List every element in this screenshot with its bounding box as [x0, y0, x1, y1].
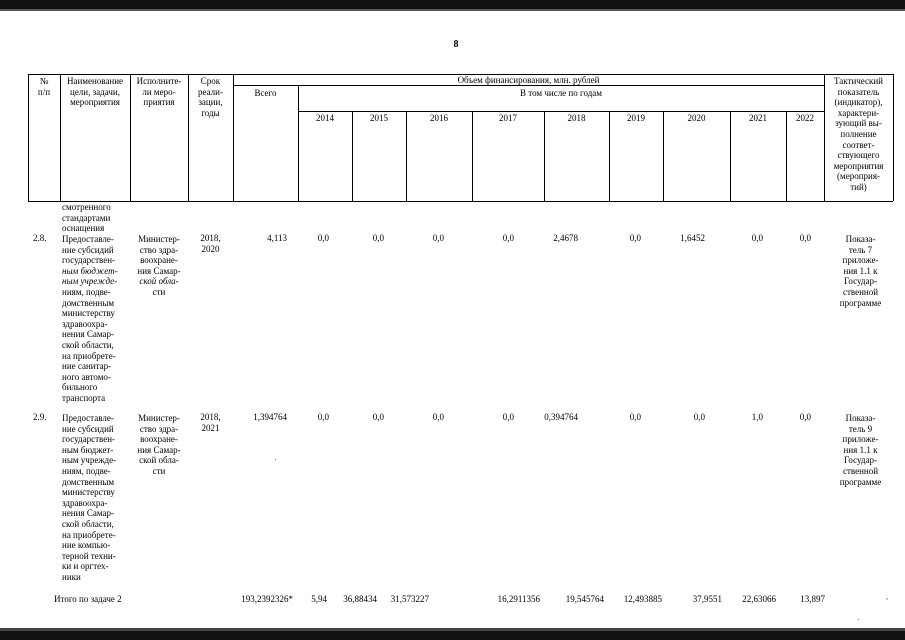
- row-2-9-value-2015: 0,0: [372, 412, 384, 422]
- header-executor-line: Исполните-: [136, 76, 182, 86]
- row-2-9-indicator-line: программе: [839, 476, 882, 487]
- header-name-line: цели, задачи,: [70, 86, 120, 97]
- row-2-8-name-line: домственным: [62, 297, 115, 308]
- row-2-9-value-2020: 0,0: [693, 412, 705, 422]
- header-term-line: годы: [201, 107, 220, 118]
- header-year-2017: 2017: [499, 113, 517, 123]
- header-year-2018: 2018: [567, 113, 586, 123]
- header-num-line: №: [39, 76, 49, 86]
- total-row-dot: ·: [885, 594, 889, 604]
- row-2-9-name-line: ниям, подве-: [62, 466, 111, 476]
- row-2-9-num: 2.9.: [33, 412, 47, 422]
- row-2-9-name-line: ным бюджет-: [62, 444, 114, 455]
- row-2-8-value-2014: 0,0: [317, 233, 329, 243]
- header-name-line: Наименование: [66, 76, 124, 86]
- row-2-9-name-line: домственным: [62, 476, 115, 487]
- total-row-value-2017: 16,2911356: [497, 594, 540, 604]
- column-rule: [730, 112, 731, 201]
- header-term-line: зации,: [198, 97, 223, 108]
- row-2-9-name-line: нения Самар-: [62, 508, 114, 519]
- row-2-9-value-2014: 0,0: [317, 412, 329, 422]
- header-funding: Объем финансирования, млн. рублей: [457, 75, 600, 85]
- header-year-2015: 2015: [370, 113, 388, 123]
- row-2-8-indicator-line: приложе-: [842, 255, 879, 266]
- total-row-value-2021: 22,63066: [742, 594, 776, 604]
- header-year-2019: 2019: [627, 113, 645, 123]
- column-rule: [472, 112, 473, 201]
- row-2-8-name-line: ного автомо-: [62, 371, 111, 382]
- row-2-9-total: 1,394764: [253, 412, 287, 422]
- row-2-9-name-line: на приобрете-: [62, 529, 116, 540]
- header-indicator-line: мероприятия: [833, 160, 884, 171]
- header-indicator-line: показатель: [837, 86, 880, 97]
- row-2-8-indicator-line: тель 7: [848, 244, 873, 255]
- page-number: 8: [453, 39, 459, 50]
- header-total: Всего: [254, 88, 277, 98]
- header-year-2014: 2014: [316, 113, 334, 123]
- row-2-9-name-line: министерству: [62, 487, 115, 498]
- row-2-9-name-line: ным учрежде-: [62, 455, 117, 466]
- row-2-8-executor-line: ской обла-: [139, 276, 179, 287]
- row-2-9-value-2022: 0,0: [799, 412, 811, 422]
- header-indicator-line: соответ-: [842, 139, 875, 150]
- header-term-line: Срок: [200, 76, 221, 86]
- total-row-value-2014: 5,94: [311, 594, 327, 604]
- scan-top-border-shadow: [0, 9, 905, 11]
- row-2-8-name-line: государствен-: [62, 255, 116, 266]
- header-indicator-line: тий): [850, 182, 867, 192]
- row-2-8-executor-line: сти: [152, 287, 166, 297]
- row-2-8-executor-line: воохране-: [140, 255, 178, 266]
- row-2-9-indicator-line: Показа-: [845, 413, 876, 423]
- row-2-8-name-line: ным учрежде-: [62, 276, 118, 287]
- row-2-8-name-line: здравоохра-: [62, 318, 108, 329]
- row-2-9-executor-line: ство здра-: [139, 423, 179, 434]
- row-2-8-name-line: ской области,: [62, 340, 114, 350]
- header-indicator-line: (мероприя-: [837, 171, 880, 182]
- row-2-8-value-2022: 0,0: [799, 233, 811, 243]
- row-2-8-value-2017: 0,0: [502, 233, 514, 243]
- header-year-2022: 2022: [796, 113, 814, 123]
- row-2-9-executor-line: сти: [152, 466, 166, 476]
- row-2-9-name-line: терной техни-: [62, 550, 116, 561]
- row-2-8-executor-line: Министер-: [138, 234, 180, 244]
- row-2-9-name-line: Предоставле-: [62, 413, 114, 423]
- row-2-9-indicator-line: тель 9: [848, 423, 873, 434]
- total-row-value-2015: 36,88434: [343, 594, 377, 604]
- row-2-8-name-line: ние санитар-: [62, 361, 112, 372]
- row-2-8-name-line: ным бюджет-: [62, 265, 118, 276]
- row-2-8-executor-line: ния Самар-: [137, 265, 181, 276]
- row-2-9-name-line: ской области,: [62, 519, 114, 529]
- row-2-9-executor-line: Министер-: [138, 413, 180, 423]
- header-indicator-line: ствующего: [837, 150, 880, 161]
- column-rule: [406, 112, 407, 201]
- total-row-value-2020: 37,9551: [692, 594, 722, 604]
- header-indicator-line: полнение: [840, 129, 877, 139]
- row-2-8-indicator-line: Государ-: [843, 276, 878, 287]
- row-2-8-num: 2.8.: [33, 233, 47, 243]
- row-2-8-value-2020: 1,6452: [680, 233, 705, 243]
- column-rule: [663, 112, 664, 201]
- row-2-9-value-2021: 1,0: [751, 412, 763, 422]
- row-2-9-value-2019: 0,0: [629, 412, 641, 422]
- scan-bottom-border: [0, 631, 905, 640]
- total-row-value-2022: 13,897: [800, 594, 825, 604]
- row-2-8-value-2019: 0,0: [629, 233, 641, 243]
- total-row-value-2018: 19,545764: [565, 594, 604, 604]
- header-executor-line: ли меро-: [142, 86, 176, 97]
- column-rule: [786, 112, 787, 201]
- header-by-years: В том числе по годам: [520, 88, 602, 98]
- column-rule: [893, 74, 894, 201]
- header-indicator-line: зующий вы-: [835, 118, 882, 129]
- row-2-8-term-line: 2018,: [200, 233, 221, 243]
- row-2-8-name-line: бильного: [62, 382, 98, 393]
- row-2-9-executor-line: ской обла-: [139, 455, 179, 466]
- row-2-9-value-2016: 0,0: [432, 412, 444, 422]
- row-2-8-name-line: на приобрете-: [62, 350, 116, 361]
- continuation-text-line: стандартами: [62, 212, 111, 223]
- column-rule: [609, 112, 610, 201]
- continuation-text-line: смотренного: [62, 202, 111, 212]
- row-2-8-term-line: 2020: [201, 243, 220, 254]
- header-term-line: реали-: [198, 86, 223, 97]
- header-year-2021: 2021: [749, 113, 767, 123]
- row-2-8-indicator-line: ния 1.1 к: [843, 265, 878, 276]
- row-2-8-name-line: министерству: [62, 308, 115, 319]
- row-2-9-executor-line: ния Самар-: [137, 444, 181, 455]
- column-rule: [544, 112, 545, 201]
- row-2-9-name-line: ники: [62, 572, 81, 582]
- header-executor-line: приятия: [143, 97, 175, 108]
- row-2-8-value-2018: 2,4678: [553, 233, 578, 243]
- row-2-9-value-2018: 0,394764: [544, 412, 578, 422]
- row-2-9-indicator-line: ния 1.1 к: [843, 444, 878, 455]
- row-2-8-name-line: Предоставле-: [62, 234, 114, 244]
- row-2-8-executor-line: ство здра-: [139, 244, 179, 255]
- header-year-2016: 2016: [430, 113, 448, 123]
- row-2-9-term-line: 2018,: [200, 412, 221, 422]
- column-rule: [352, 112, 353, 201]
- header-indicator-line: Тактический: [833, 76, 884, 86]
- header-indicator-line: характери-: [837, 107, 880, 118]
- header-num-line: п/п: [37, 86, 51, 97]
- row-2-9-value-2017: 0,0: [502, 412, 514, 422]
- total-row-total: 193,2392326*: [241, 594, 293, 604]
- row-2-8-indicator-line: Показа-: [845, 234, 876, 244]
- total-row-value-2019: 12,493885: [623, 594, 662, 604]
- row-2-8-indicator-line: программе: [839, 297, 882, 308]
- row-2-9-name-line: ки и оргтех-: [62, 561, 109, 572]
- total-row-label: Итого по задаче 2: [54, 594, 122, 604]
- continuation-text-line: оснащения: [62, 223, 105, 234]
- row-2-9-term-line: 2021: [201, 422, 220, 433]
- scan-top-border: [0, 0, 905, 9]
- row-2-8-name-line: нения Самар-: [62, 329, 114, 340]
- row-2-8-total: 4,113: [267, 233, 287, 243]
- row-2-9-name-line: здравоохра-: [62, 497, 108, 508]
- row-2-9-indicator-line: ственной: [842, 466, 879, 476]
- header-year-2020: 2020: [687, 113, 706, 123]
- row-2-8-indicator-line: ственной: [842, 287, 879, 297]
- row-2-9-indicator-line: приложе-: [842, 434, 879, 445]
- row-2-8-value-2021: 0,0: [751, 233, 763, 243]
- years-subrule: [298, 111, 824, 112]
- row-2-8-value-2015: 0,0: [372, 233, 384, 243]
- row-2-9-name-line: ние компью-: [62, 540, 111, 551]
- row-2-9-name-line: ние субсидий: [62, 423, 114, 434]
- header-bottom-rule: [28, 201, 893, 202]
- header-indicator-line: (индикатор),: [834, 97, 883, 108]
- row-2-8-name-line: транспорта: [62, 393, 106, 403]
- scan-speck: [858, 619, 859, 620]
- header-name-line: мероприятия: [70, 97, 120, 108]
- row-2-9-executor-line: воохране-: [140, 434, 178, 445]
- row-2-9-indicator-line: Государ-: [843, 455, 878, 466]
- row-2-9-name-line: государствен-: [62, 434, 116, 445]
- column-rule: [298, 86, 299, 201]
- row-2-8-name-line: ниям, подве-: [62, 287, 111, 297]
- row-2-8-value-2016: 0,0: [432, 233, 444, 243]
- total-row-value-2016: 31,573227: [390, 594, 429, 604]
- row-2-8-name-line: ние субсидий: [62, 244, 114, 255]
- scan-speck: [275, 459, 276, 460]
